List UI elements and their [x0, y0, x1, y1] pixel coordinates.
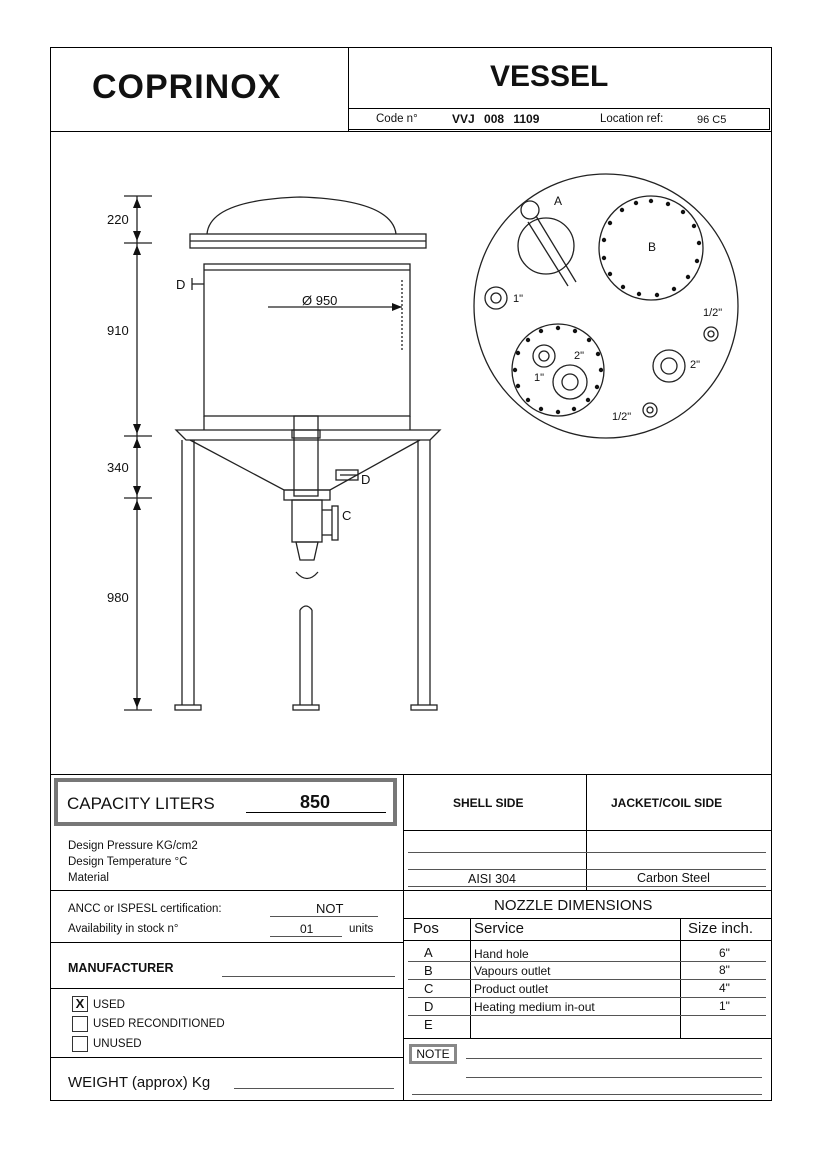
nozzle-rule-c [408, 997, 766, 998]
nozzle-row-c-service: Product outlet [474, 982, 549, 996]
top-label-half-in: 1/2" [703, 307, 723, 319]
note-label: NOTE [409, 1044, 457, 1064]
pressure-rule [408, 852, 766, 853]
jacket-side-header: JACKET/COIL SIDE [611, 796, 723, 810]
code-value: VVJ 008 1109 [452, 112, 540, 126]
nozzle-rule-b [408, 979, 766, 980]
top-label-half-in-b: 1/2" [612, 411, 632, 423]
manufacturer-field[interactable] [222, 976, 395, 977]
cert-underline [270, 916, 378, 917]
design-pressure-label: Design Pressure KG/cm2 [68, 840, 198, 852]
nozzle-row-d-size: 1" [719, 999, 730, 1013]
dim-220: 220 [107, 212, 129, 227]
nozzle-row-a-size: 6" [719, 946, 730, 960]
nozzle-row-c-size: 4" [719, 981, 730, 995]
cert-value: NOT [316, 901, 344, 916]
nozzle-d-bottom-label: D [361, 472, 371, 487]
nozzle-head-size: Size inch. [688, 920, 754, 937]
code-label: Code n° [376, 113, 418, 125]
top-label-2in-b: 2" [690, 359, 701, 371]
capacity-value: 850 [300, 792, 331, 812]
document-title: VESSEL [490, 60, 609, 93]
dim-910: 910 [107, 323, 129, 338]
used-label: USED [93, 999, 125, 1011]
dim-980: 980 [107, 590, 129, 605]
jacket-material: Carbon Steel [637, 871, 710, 885]
nozzle-rule-d [408, 1015, 766, 1016]
manufacturer-bottom-rule [50, 988, 403, 989]
stock-value: 01 [300, 922, 314, 936]
nozzle-head-pos: Pos [413, 920, 439, 937]
top-label-b: B [648, 240, 657, 254]
cert-label: ANCC or ISPESL certification: [68, 903, 222, 915]
material-label: Material [68, 872, 109, 884]
nozzle-title-rule [403, 918, 772, 919]
nozzle-row-a-pos: A [424, 945, 433, 960]
nozzle-row-a-service: Hand hole [474, 947, 529, 961]
stock-label: Availability in stock n° [68, 923, 179, 935]
diameter-label: Ø 950 [302, 293, 338, 308]
top-label-2in: 2" [574, 350, 585, 362]
reconditioned-label: USED RECONDITIONED [93, 1018, 225, 1030]
nozzle-title: NOZZLE DIMENSIONS [494, 897, 653, 914]
nozzle-row-b-service: Vapours outlet [474, 964, 551, 978]
unused-checkbox[interactable] [72, 1036, 88, 1052]
temperature-rule [408, 869, 766, 870]
cert-bottom-rule [50, 942, 403, 943]
nozzle-row-d-pos: D [424, 999, 434, 1014]
capacity-underline [246, 812, 386, 813]
note-line-2[interactable] [466, 1077, 762, 1078]
unused-label: UNUSED [93, 1038, 142, 1050]
shell-material: AISI 304 [468, 872, 516, 886]
top-label-a: A [554, 194, 563, 208]
company-logo: COPRINOX [92, 68, 282, 106]
design-temperature-label: Design Temperature °C [68, 856, 188, 868]
nozzle-col2 [680, 918, 681, 1038]
stock-underline [270, 936, 342, 937]
nozzle-rule-a [408, 961, 766, 962]
column-divider [586, 774, 587, 890]
column-head-rule [403, 830, 772, 831]
nozzle-row-b-pos: B [424, 963, 433, 978]
nozzle-d-top-label: D [176, 277, 186, 292]
dim-340: 340 [107, 460, 129, 475]
top-view-circle [474, 174, 738, 438]
vessel-shell [204, 264, 410, 416]
manufacturer-label: MANUFACTURER [68, 961, 174, 975]
location-label: Location ref: [600, 113, 664, 125]
nozzle-row-d-service: Heating medium in-out [474, 1000, 595, 1014]
table-top-rule [50, 774, 772, 775]
nozzle-c-label: C [342, 508, 352, 523]
material-rule [408, 886, 766, 887]
weight-label: WEIGHT (approx) Kg [68, 1074, 211, 1091]
condition-bottom-rule [50, 1057, 403, 1058]
shell-side-header: SHELL SIDE [453, 796, 524, 810]
nozzle-bottom-rule [403, 1038, 772, 1039]
nozzle-row-b-size: 8" [719, 963, 730, 977]
note-line-3[interactable] [412, 1094, 762, 1095]
note-line-1[interactable] [466, 1058, 762, 1059]
top-label-1in: 1" [513, 293, 524, 305]
vessel-dome [207, 197, 396, 234]
capacity-label: CAPACITY LITERS [67, 794, 215, 813]
design-bottom-rule [50, 890, 772, 891]
used-checkbox[interactable]: X [72, 996, 88, 1012]
reconditioned-checkbox[interactable] [72, 1016, 88, 1032]
nozzle-head-service: Service [474, 920, 525, 937]
units-label: units [349, 923, 374, 935]
nozzle-row-c-pos: C [424, 981, 434, 996]
nozzle-row-e-pos: E [424, 1017, 433, 1032]
nozzle-col1 [470, 918, 471, 1038]
weight-field[interactable] [234, 1088, 394, 1089]
table-center-divider [403, 774, 404, 1101]
location-value: 96 C5 [697, 114, 727, 126]
top-label-1in-b: 1" [534, 372, 545, 384]
nozzle-head-rule [403, 940, 772, 941]
